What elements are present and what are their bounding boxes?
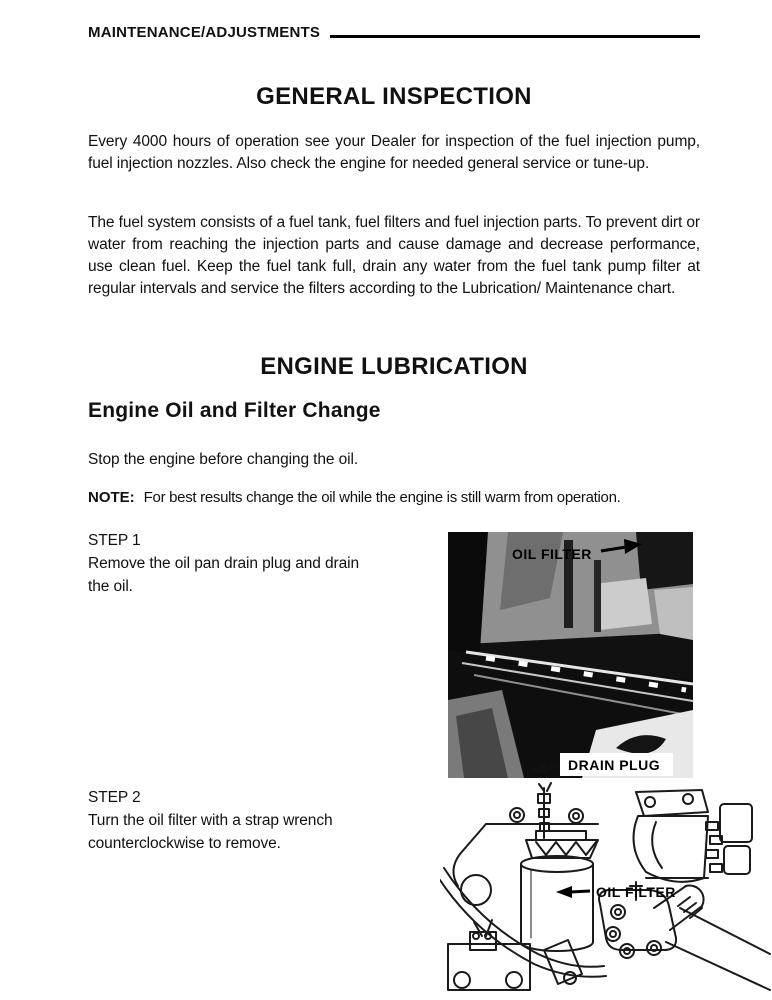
page-header xyxy=(88,24,700,41)
note-label: NOTE: xyxy=(88,489,135,506)
section-title-engine-lubrication: ENGINE LUBRICATION xyxy=(260,353,528,380)
oil-filter-drawing-label: OIL FILTER xyxy=(596,884,676,900)
step-1-label: STEP 1 xyxy=(88,532,141,549)
figure-photo-oil-pan xyxy=(448,532,693,778)
oil-filter-photo-label: OIL FILTER xyxy=(512,546,592,562)
step-1 xyxy=(88,529,376,598)
step-2-text: Turn the oil filter with a strap wrench counterclockwise to remove. xyxy=(88,812,333,852)
subsection-title-oil-filter-change: Engine Oil and Filter Change xyxy=(88,399,381,422)
section-title-general-inspection: GENERAL INSPECTION xyxy=(256,83,532,110)
drain-plug-photo-label: DRAIN PLUG xyxy=(568,757,661,773)
header-title: MAINTENANCE/ADJUSTMENTS xyxy=(88,24,321,41)
arrow-left-icon xyxy=(556,886,590,898)
engine-photo xyxy=(448,532,693,778)
paragraph-inspection: Every 4000 hours of operation see your Dealer for inspection of the fuel injection pump, fuel injection nozzles. Also check the engine for needed general service or tune-up. xyxy=(88,133,700,172)
note xyxy=(88,489,708,506)
engine-line-drawing xyxy=(440,782,772,1000)
step-2 xyxy=(88,786,388,855)
step-2-label: STEP 2 xyxy=(88,789,141,806)
figure-drawing-oil-filter xyxy=(440,782,772,1000)
intro-text: Stop the engine before changing the oil. xyxy=(88,451,359,468)
note-text: For best results change the oil while the engine is still warm from operation. xyxy=(143,489,621,506)
paragraph-fuel-system: The fuel system consists of a fuel tank, fuel filters and fuel injection parts. To prevent dirt or water from reaching the injection parts and cause damage and decrease performance, use clean fuel. Keep the fuel tank full, drain any water from the fuel tank pump filter at regular intervals and service the filters according to the Lubrication/ Maintenance chart. xyxy=(88,214,700,297)
step-1-text: Remove the oil pan drain plug and drain the oil. xyxy=(88,555,359,595)
header-rule xyxy=(330,35,700,38)
